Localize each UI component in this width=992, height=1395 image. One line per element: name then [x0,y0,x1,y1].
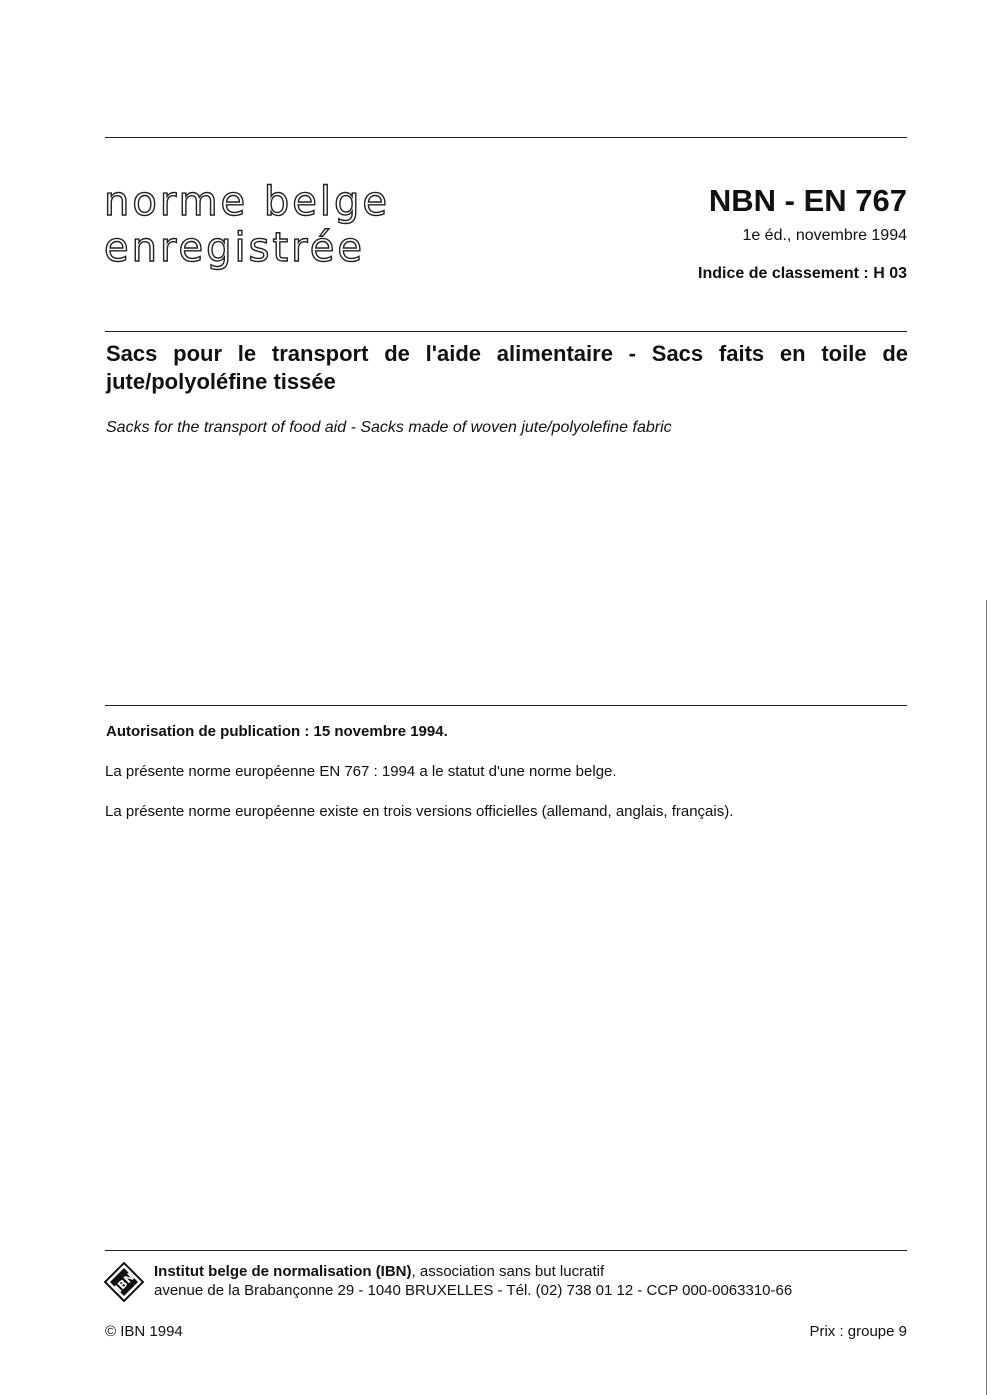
publication-authorization: Autorisation de publication : 15 novembre 1994. [106,723,448,740]
body-rule [105,705,907,706]
scan-edge-line [986,600,987,1395]
brand-heading-line2: enregistrée [104,225,365,271]
price-group: Prix : groupe 9 [809,1323,907,1340]
document-title-french: Sacs pour le transport de l'aide alimentaire - Sacs faits en toile de jute/polyoléfine tissée [106,341,908,394]
ibn-logo-icon [104,1262,144,1302]
institute-type: , association sans but lucratif [411,1263,605,1280]
ibn-logo-text: IBN [112,1270,137,1295]
institute-name: Institut belge de normalisation (IBN) [154,1263,412,1280]
brand-heading-line1: norme belge [104,179,390,225]
institute-address: avenue de la Brabançonne 29 - 1040 BRUXELLES - Tél. (02) 738 01 12 - CCP 000-0063310-66 [154,1282,793,1299]
versions-paragraph: La présente norme européenne existe en trois versions officielles (allemand, anglais, français). [105,803,734,820]
institute-line [154,1262,604,1282]
document-title-english: Sacks for the transport of food aid - Sacks made of woven jute/polyolefine fabric [106,419,672,436]
footer-rule [105,1250,907,1251]
standard-number: NBN - EN 767 [708,183,907,218]
title-rule [105,331,907,332]
copyright-notice: © IBN 1994 [105,1323,183,1340]
edition-date: 1e éd., novembre 1994 [742,227,907,244]
classification-index: Indice de classement : H 03 [698,265,907,282]
status-paragraph: La présente norme européenne EN 767 : 1994 a le statut d'une norme belge. [105,763,617,780]
top-rule [105,137,907,138]
